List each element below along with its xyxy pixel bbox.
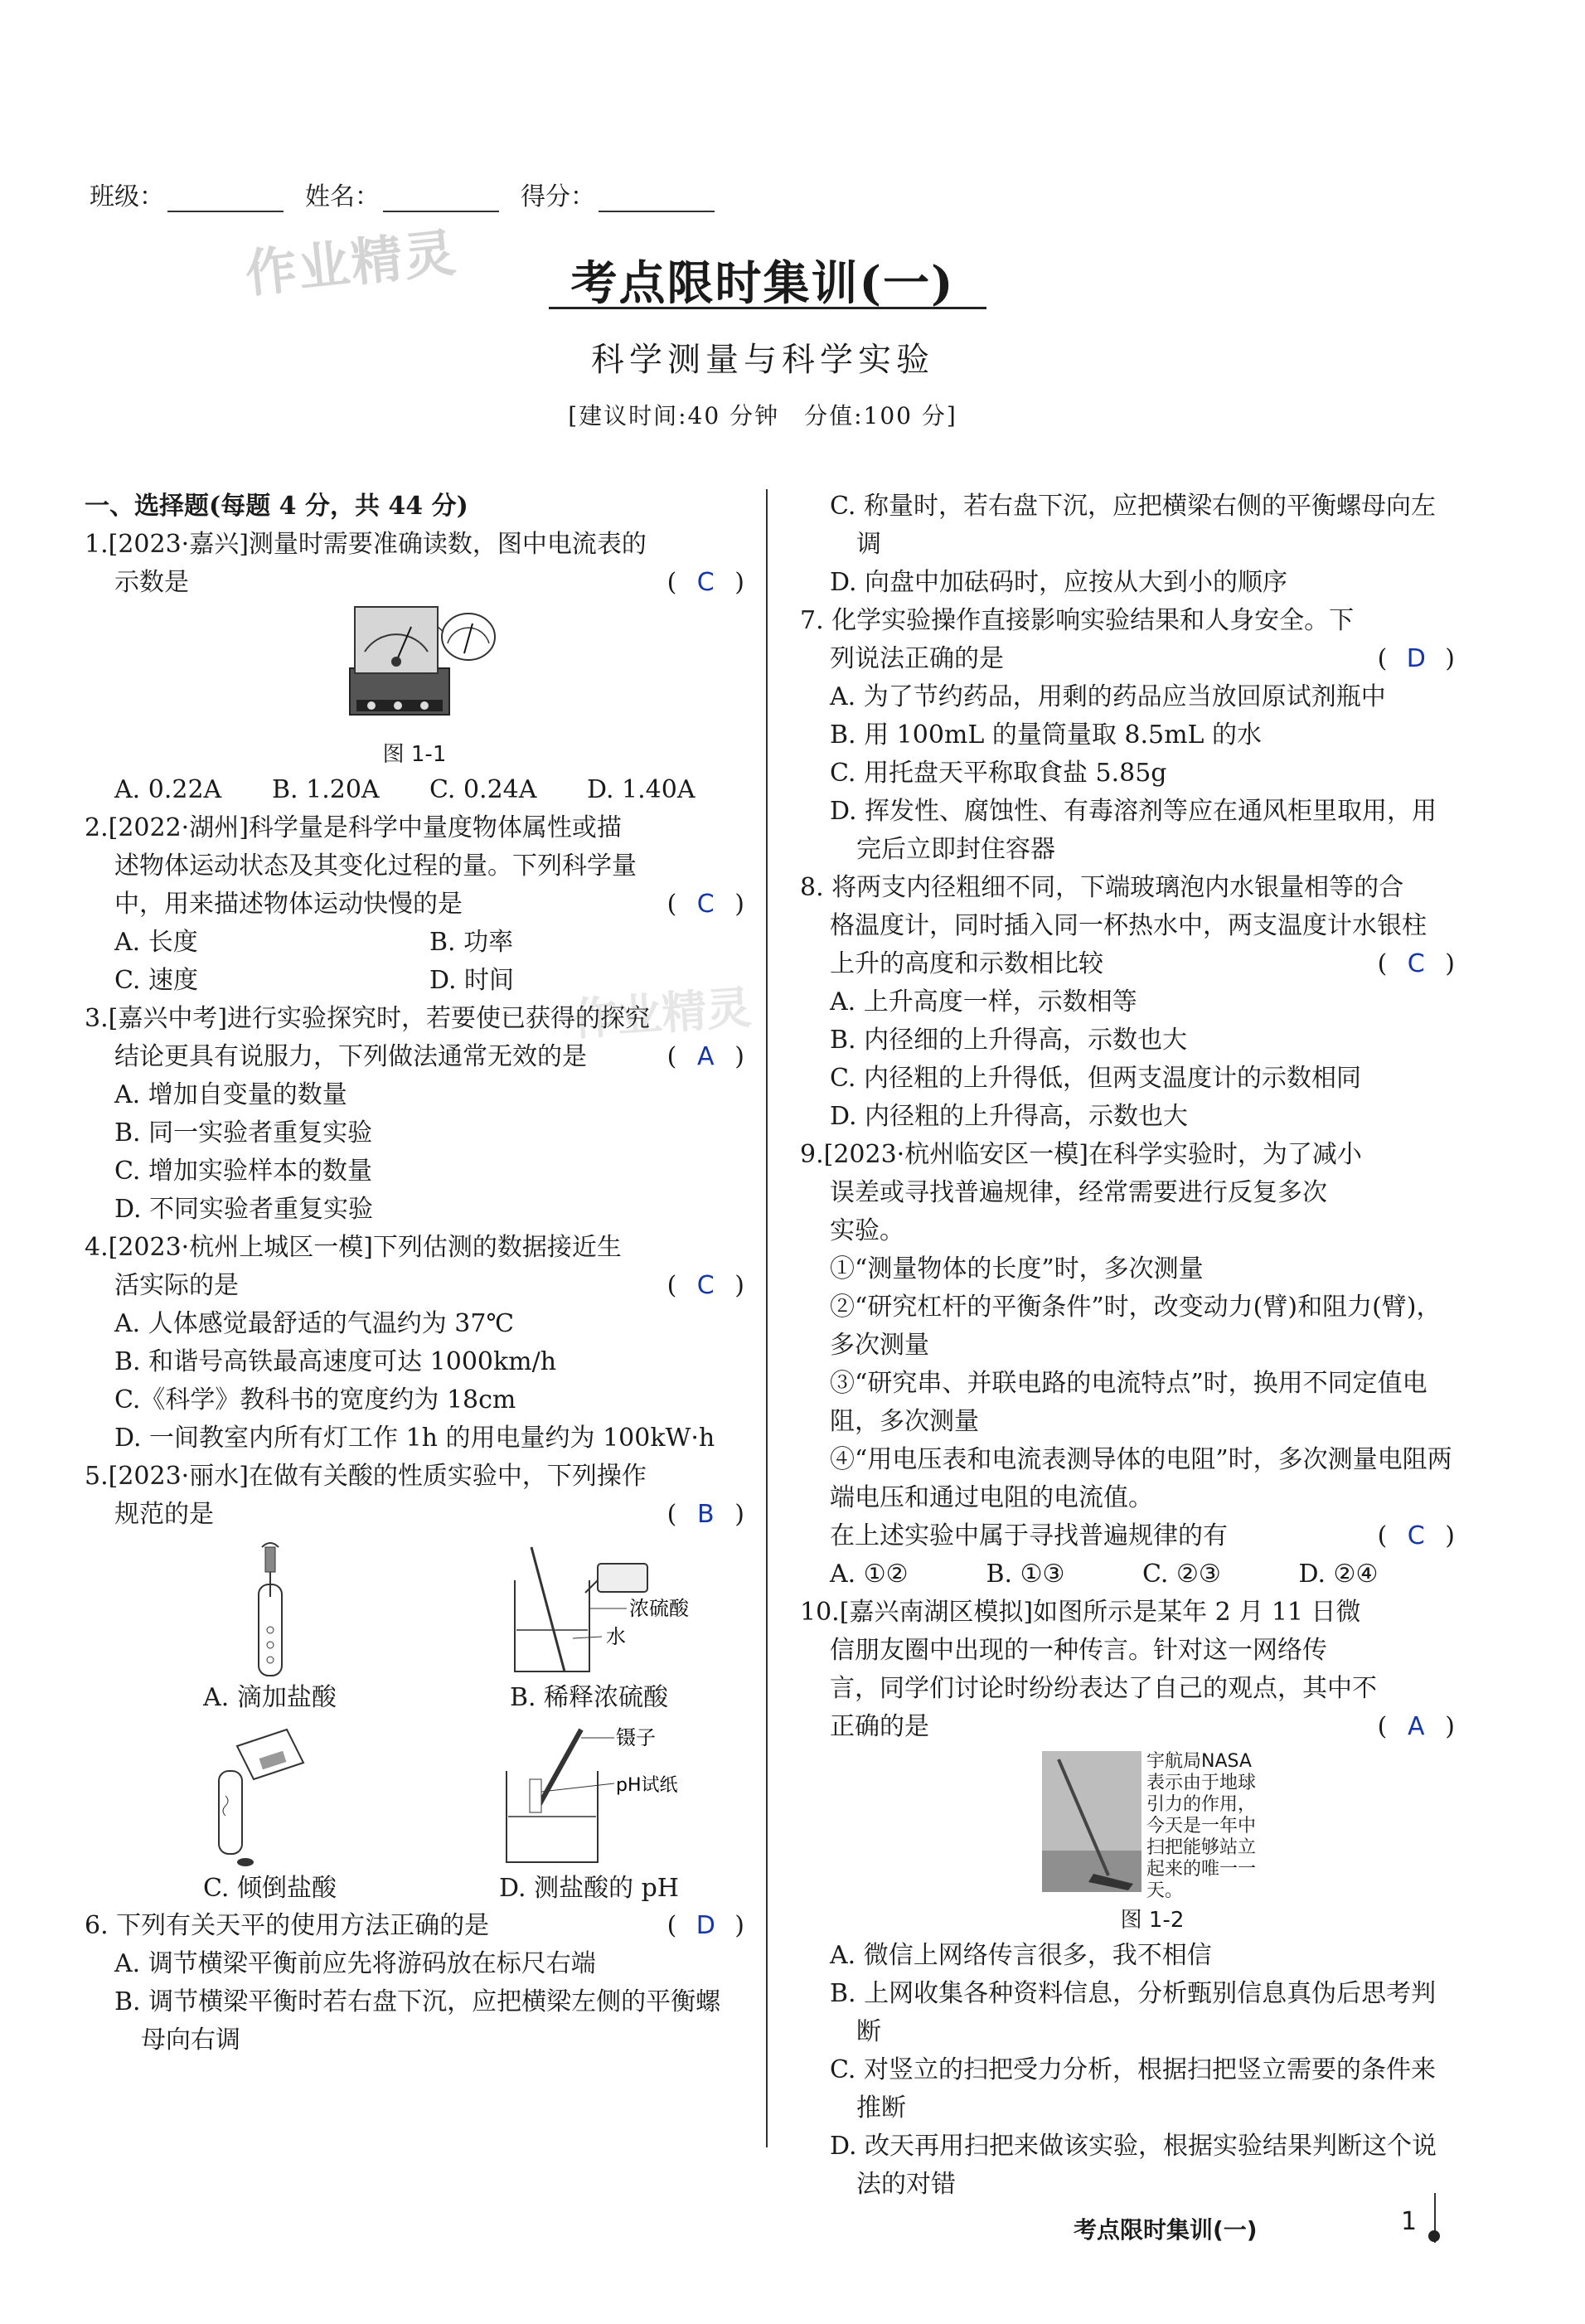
q8-answer-slot[interactable]: ( C ): [1378, 945, 1455, 983]
q10-option-b[interactable]: B. 上网收集各种资料信息，分析甄别信息真伪后思考判断: [830, 1979, 1437, 2046]
q5-fig-label-ph-paper: pH试纸: [615, 1775, 678, 1796]
q6-answer-slot[interactable]: ( D ): [667, 1907, 744, 1945]
question-9: [800, 1136, 1455, 1594]
q2-answer: C: [696, 890, 715, 919]
q7-option-b[interactable]: B. 用 100mL 的量筒量取 8.5mL 的水: [830, 720, 1262, 750]
q1-options: [85, 771, 744, 809]
q5-fig-label-water: 水: [605, 1625, 626, 1648]
q5-answer: B: [696, 1500, 715, 1529]
q10-option-a[interactable]: A. 微信上网络传言很多，我不相信: [830, 1941, 1212, 1970]
q9-item-4: ④“用电压表和电流表测导体的电阻”时，多次测量电阻两端电压和通过电阻的电流值。: [830, 1445, 1452, 1512]
page-title: 考点限时集训(一): [570, 256, 955, 311]
q6-option-d[interactable]: D. 向盘中加砝码时，应按从大到小的顺序: [830, 568, 1288, 597]
score-label: 得分：: [521, 182, 595, 211]
q4-option-a[interactable]: A. 人体感觉最舒适的气温约为 37℃: [114, 1309, 515, 1338]
q2-option-a[interactable]: A. 长度: [114, 928, 198, 957]
q9-stem-c: 实验。: [830, 1216, 904, 1245]
q8-stem-b: 格温度计，同时插入同一杯热水中，两支温度计水银柱: [830, 911, 1427, 940]
q5-fig-label-conc-acid: 浓硫酸: [628, 1597, 689, 1620]
q3-stem-a: 3.[嘉兴中考]进行实验探究时，若要使已获得的探究: [85, 1004, 651, 1033]
q1-answer-slot[interactable]: ( C ): [667, 564, 744, 602]
question-5: [85, 1458, 744, 1907]
q4-option-b[interactable]: B. 和谐号高铁最高速度可达 1000km/h: [114, 1347, 557, 1376]
q8-option-c[interactable]: C. 内径粗的上升得低，但两支温度计的示数相同: [830, 1064, 1361, 1093]
q2-option-b[interactable]: B. 功率: [429, 928, 514, 957]
q9-option-b[interactable]: B. ①③: [986, 1560, 1065, 1589]
ph-paper-beaker-icon: [482, 1721, 697, 1870]
q9-item-1: ①“测量物体的长度”时，多次测量: [830, 1254, 1204, 1283]
q7-stem-b-text: 列说法正确的是: [830, 644, 1004, 673]
q3-option-d[interactable]: D. 不同实验者重复实验: [114, 1195, 374, 1224]
watermark-logo: 作业精灵: [242, 221, 460, 305]
q7-stem-a: 7. 化学实验操作直接影响实验结果和人身安全。下: [800, 606, 1355, 635]
question-8: [800, 869, 1455, 1136]
q9-options: [800, 1555, 1455, 1594]
q2-option-c[interactable]: C. 速度: [114, 966, 198, 995]
standing-broom-photo-icon: [1042, 1751, 1141, 1892]
q6-option-b[interactable]: B. 调节横梁平衡时若右盘下沉，应把横梁左侧的平衡螺母向右调: [114, 1987, 721, 2055]
q3-answer-slot[interactable]: ( A ): [667, 1038, 744, 1076]
q3-option-b[interactable]: B. 同一实验者重复实验: [114, 1118, 373, 1147]
question-10: [800, 1594, 1455, 2204]
q10-stem-a: 10.[嘉兴南湖区模拟]如图所示是某年 2 月 11 日微: [800, 1598, 1361, 1627]
q6-stem: [85, 1907, 744, 1945]
q5-fig-a[interactable]: [114, 1539, 425, 1716]
q1-stem-b-text: 示数是: [114, 568, 189, 597]
q5-stem-b: [85, 1496, 744, 1534]
q2-stem-c: [85, 885, 744, 924]
q10-option-c[interactable]: C. 对竖立的扫把受力分析，根据扫把竖立需要的条件来推断: [830, 2055, 1436, 2123]
name-field: [305, 176, 499, 212]
q8-option-b[interactable]: B. 内径细的上升得高，示数也大: [830, 1026, 1188, 1055]
q6-answer: D: [696, 1911, 715, 1940]
q4-answer-slot[interactable]: ( C ): [667, 1267, 744, 1305]
q8-stem-a: 8. 将两支内径粗细不同，下端玻璃泡内水银量相等的合: [800, 873, 1404, 902]
q9-answer-slot[interactable]: ( C ): [1378, 1517, 1455, 1555]
q5-fig-c[interactable]: [114, 1721, 425, 1907]
q8-option-d[interactable]: D. 内径粗的上升得高，示数也大: [830, 1102, 1189, 1131]
q7-option-a[interactable]: A. 为了节约药品，用剩的药品应当放回原试剂瓶中: [830, 682, 1386, 711]
score-field: [521, 176, 715, 212]
question-6: [85, 1907, 744, 2060]
q9-stem-d-text: 在上述实验中属于寻找普遍规律的有: [830, 1521, 1228, 1550]
q10-post-line-7: 天。: [1146, 1880, 1184, 1901]
q2-stem-c-text: 中，用来描述物体运动快慢的是: [114, 890, 463, 919]
q10-stem-b: 信朋友圈中出现的一种传言。针对这一网络传: [830, 1636, 1327, 1665]
q10-post-line-1: 宇航局NASA: [1146, 1751, 1252, 1772]
q5-fig-d[interactable]: [434, 1721, 744, 1907]
q8-stem-c: [800, 945, 1455, 983]
q5-answer-slot[interactable]: ( B ): [667, 1496, 744, 1534]
q10-option-d[interactable]: D. 改天再用扫把来做该实验，根据实验结果判断这个说法的对错: [830, 2132, 1437, 2199]
q3-answer: A: [697, 1042, 715, 1071]
q7-option-c[interactable]: C. 用托盘天平称取食盐 5.85g: [830, 759, 1167, 788]
q9-item-2: ②“研究杠杆的平衡条件”时，改变动力(臂)和阻力(臂)，多次测量: [830, 1293, 1442, 1360]
q5-stem-b-text: 规范的是: [114, 1500, 214, 1529]
q7-answer: D: [1406, 644, 1426, 673]
page-subtitle: 科学测量与科学实验: [591, 341, 934, 379]
title-underline: [549, 307, 986, 309]
q2-answer-slot[interactable]: ( C ): [667, 885, 744, 924]
q10-post-line-5: 扫把能够站立: [1146, 1837, 1257, 1858]
q5-label-c: C. 倾倒盐酸: [203, 1874, 337, 1903]
q5-fig-b[interactable]: [434, 1539, 744, 1716]
q4-stem-b: [85, 1267, 744, 1305]
right-column: [800, 488, 1455, 2204]
q10-post-line-3: 引力的作用，: [1146, 1794, 1257, 1815]
section-title: 一、选择题(每题 4 分，共 44 分): [85, 492, 468, 521]
watermark-center: 作业精灵: [570, 980, 754, 1046]
q5-label-a: A. 滴加盐酸: [203, 1683, 337, 1712]
q1-stem-b: [85, 564, 744, 602]
column-divider: [766, 489, 768, 2147]
left-column: [85, 488, 744, 2060]
q3-option-a[interactable]: A. 增加自变量的数量: [114, 1080, 347, 1109]
q1-option-a[interactable]: A. 0.22A: [114, 775, 222, 804]
q5-label-d: D. 测盐酸的 pH: [499, 1874, 679, 1903]
q1-fig-caption: 图 1-1: [382, 742, 447, 767]
score-blank[interactable]: [599, 189, 715, 212]
q3-stem-b: [85, 1038, 744, 1076]
q10-figure: [800, 1746, 1455, 1937]
q9-option-c[interactable]: C. ②③: [1142, 1560, 1221, 1589]
ammeter-icon: [332, 602, 497, 726]
question-1: [85, 526, 744, 809]
q10-stem-d-text: 正确的是: [830, 1712, 929, 1741]
q4-option-c[interactable]: C.《科学》教科书的宽度约为 18cm: [114, 1385, 516, 1414]
q10-post-line-2: 表示由于地球: [1146, 1773, 1257, 1793]
q2-stem-b: 述物体运动状态及其变化过程的量。下列科学量: [114, 851, 637, 881]
question-2: [85, 809, 744, 1000]
pour-acid-icon: [196, 1721, 345, 1870]
question-4: [85, 1229, 744, 1458]
q9-stem-b: 误差或寻找普遍规律，经常需要进行反复多次: [830, 1178, 1327, 1207]
q7-stem-b: [800, 640, 1455, 678]
page-number: 1: [1401, 2207, 1418, 2236]
q9-item-3: ③“研究串、并联电路的电流特点”时，换用不同定值电阻，多次测量: [830, 1369, 1427, 1436]
q5-stem-a: 5.[2023·丽水]在做有关酸的性质实验中，下列操作: [85, 1462, 647, 1491]
q8-option-a[interactable]: A. 上升高度一样，示数相等: [830, 987, 1137, 1016]
time-score-info: [建议时间:40 分钟 分值:100 分]: [568, 402, 957, 429]
q6-stem-text: 6. 下列有关天平的使用方法正确的是: [85, 1911, 490, 1940]
q5-figures: [85, 1539, 744, 1907]
q4-answer: C: [696, 1271, 715, 1300]
q7-answer-slot[interactable]: ( D ): [1378, 640, 1455, 678]
q1-answer: C: [696, 568, 715, 597]
q6-option-c[interactable]: C. 称量时，若右盘下沉，应把横梁右侧的平衡螺母向左调: [830, 492, 1436, 559]
dilute-acid-beaker-icon: [482, 1539, 697, 1680]
class-label: 班级：: [90, 182, 164, 211]
q8-answer: C: [1407, 949, 1425, 978]
footer-label: 考点限时集训(一): [1074, 2216, 1258, 2244]
q10-post-line-4: 今天是一年中: [1146, 1816, 1257, 1836]
question-3: [85, 1000, 744, 1229]
q4-option-d[interactable]: D. 一间教室内所有灯工作 1h 的用电量约为 100kW·h: [114, 1424, 715, 1453]
class-field: [90, 176, 284, 212]
q9-stem-d: [800, 1517, 1455, 1555]
q10-answer: A: [1408, 1712, 1425, 1741]
q9-option-d[interactable]: D. ②④: [1298, 1560, 1379, 1589]
q7-option-d[interactable]: D. 挥发性、腐蚀性、有毒溶剂等应在通风柜里取用，用完后立即封住容器: [830, 797, 1437, 864]
q1-stem-a: 1.[2023·嘉兴]测量时需要准确读数，图中电流表的: [85, 530, 647, 559]
q3-stem-b-text: 结论更具有说服力，下列做法通常无效的是: [114, 1042, 587, 1071]
q4-stem-b-text: 活实际的是: [114, 1271, 239, 1300]
q9-option-a[interactable]: A. ①②: [830, 1560, 909, 1589]
q9-answer: C: [1407, 1521, 1425, 1550]
q2-options-row1: [85, 924, 744, 962]
q1-figure: [85, 602, 744, 771]
name-label: 姓名：: [305, 182, 380, 211]
q10-stem-c: 言，同学们讨论时纷纷表达了自己的观点，其中不: [830, 1674, 1377, 1703]
q6-option-a[interactable]: A. 调节横梁平衡前应先将游码放在标尺右端: [114, 1949, 596, 1978]
q1-option-c[interactable]: C. 0.24A: [429, 775, 537, 804]
q5-fig-label-tweezers: 镊子: [615, 1726, 656, 1749]
q9-stem-a: 9.[2023·杭州临安区一模]在科学实验时，为了减小: [800, 1140, 1362, 1169]
q1-option-d[interactable]: D. 1.40A: [587, 775, 696, 804]
q10-fig-caption: 图 1-2: [1120, 1908, 1185, 1933]
q8-stem-c-text: 上升的高度和示数相比较: [830, 949, 1103, 978]
question-7: [800, 602, 1455, 869]
q10-answer-slot[interactable]: ( A ): [1378, 1708, 1455, 1746]
q10-stem-d: [800, 1708, 1455, 1746]
q4-stem-a: 4.[2023·杭州上城区一模]下列估测的数据接近生: [85, 1233, 622, 1262]
q2-options-row2: [85, 962, 744, 1000]
q5-label-b: B. 稀释浓硫酸: [509, 1683, 669, 1712]
q2-option-d[interactable]: D. 时间: [429, 966, 515, 995]
dropper-test-tube-icon: [221, 1539, 320, 1680]
name-blank[interactable]: [383, 189, 499, 212]
class-blank[interactable]: [167, 189, 284, 212]
q3-option-c[interactable]: C. 增加实验样本的数量: [114, 1157, 372, 1186]
q1-option-b[interactable]: B. 1.20A: [272, 775, 380, 804]
q2-stem-a: 2.[2022·湖州]科学量是科学中量度物体属性或描: [85, 813, 622, 842]
q10-post-line-6: 起来的唯一一: [1146, 1859, 1257, 1880]
page-marker-dot-icon: [1428, 2230, 1440, 2242]
